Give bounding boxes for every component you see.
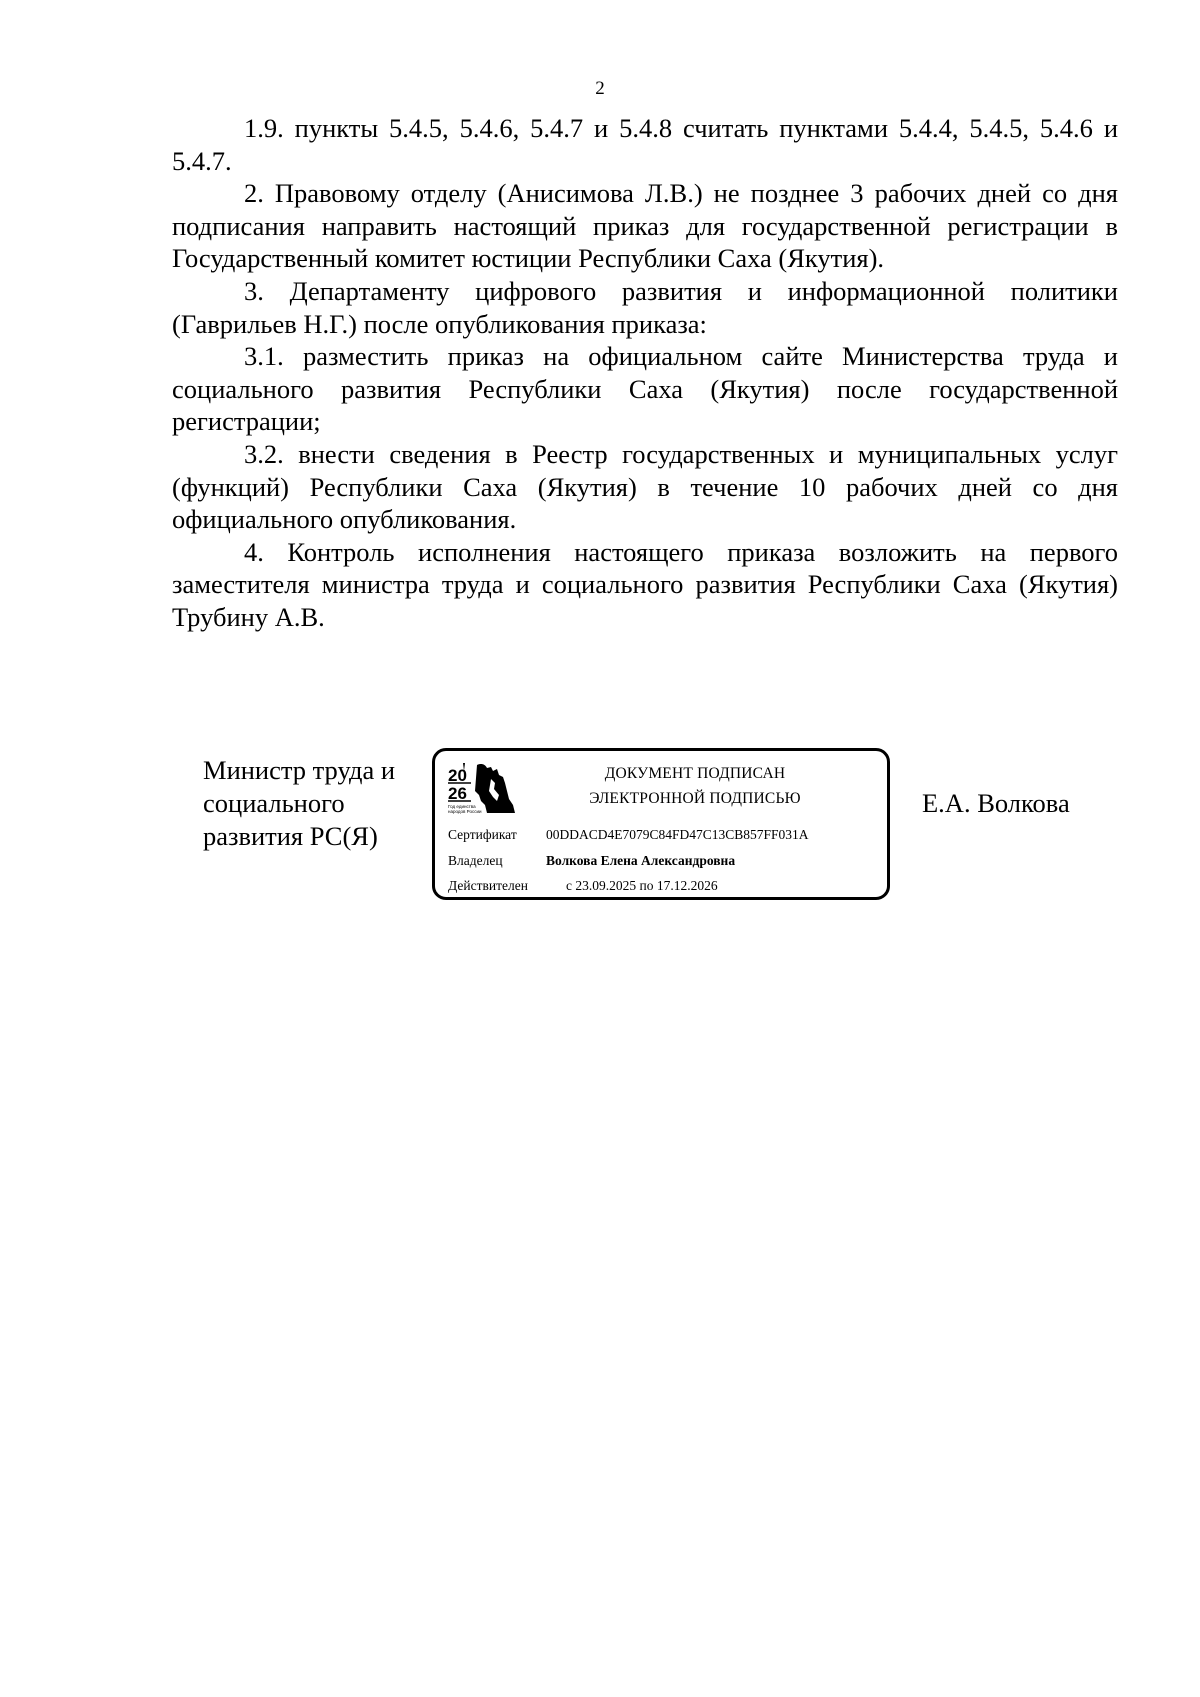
- stamp-title-line: ДОКУМЕНТ ПОДПИСАН: [604, 765, 786, 782]
- stamp-certificate-row: [448, 826, 809, 844]
- validity-value: с 23.09.2025 по 17.12.2026: [566, 878, 718, 893]
- stamp-title: [545, 761, 845, 811]
- certificate-label: Сертификат: [448, 827, 517, 842]
- svg-text:26: 26: [448, 784, 467, 803]
- svg-text:Год единства: Год единства: [448, 804, 476, 809]
- year-2026-emblem-icon: [447, 761, 525, 823]
- page-number: 2: [595, 78, 605, 99]
- paragraph-4: 4. Контроль исполнения настоящего приказа возложить на первого заместителя министра труда и социального развития Республики Саха (Якутия) Трубину А.В.: [172, 536, 1118, 632]
- stamp-validity-row: [448, 877, 718, 895]
- stamp-owner-row: [448, 852, 735, 870]
- signatory-position-line: развития РС(Я): [203, 821, 378, 851]
- signatory-position-line: социального: [203, 788, 345, 818]
- owner-value: Волкова Елена Александровна: [546, 853, 736, 868]
- paragraph-3-2: 3.2. внести сведения в Реестр государственных и муниципальных услуг (функций) Республики Саха (Якутия) в течение 10 рабочих дней со дня официального опубликования.: [172, 438, 1118, 535]
- paragraph-2: 2. Правовому отделу (Анисимова Л.В.) не позднее 3 рабочих дней со дня подписания направить настоящий приказ для государственной регистрации в Государственный комитет юстиции Республики Саха (Якутия).: [172, 178, 1118, 274]
- stamp-title-line: ЭЛЕКТРОННОЙ ПОДПИСЬЮ: [589, 790, 801, 807]
- paragraph-1-9: 1.9. пункты 5.4.5, 5.4.6, 5.4.7 и 5.4.8 считать пунктами 5.4.4, 5.4.5, 5.4.6 и 5.4.7.: [172, 113, 1118, 176]
- validity-label: Действителен: [448, 878, 528, 893]
- owner-label: Владелец: [448, 853, 503, 868]
- signatory-position: [203, 754, 433, 853]
- signature-block: [0, 748, 1200, 918]
- svg-text:20: 20: [448, 766, 467, 785]
- paragraph-3: 3. Департаменту цифрового развития и информационной политики (Гаврильев Н.Г.) после опубликования приказа:: [172, 275, 1118, 339]
- paragraph-3-1: 3.1. разместить приказ на официальном сайте Министерства труда и социального развития Республики Саха (Якутия) после государственной регистрации;: [172, 341, 1118, 437]
- document-body: [172, 112, 1118, 634]
- signatory-name: Е.А. Волкова: [922, 788, 1070, 818]
- svg-text:народов России: народов России: [448, 809, 482, 814]
- certificate-value: 00DDACD4E7079C84FD47C13CB857FF031A: [546, 827, 809, 842]
- signatory-position-line: Министр труда и: [203, 755, 396, 785]
- electronic-signature-stamp: [432, 748, 890, 900]
